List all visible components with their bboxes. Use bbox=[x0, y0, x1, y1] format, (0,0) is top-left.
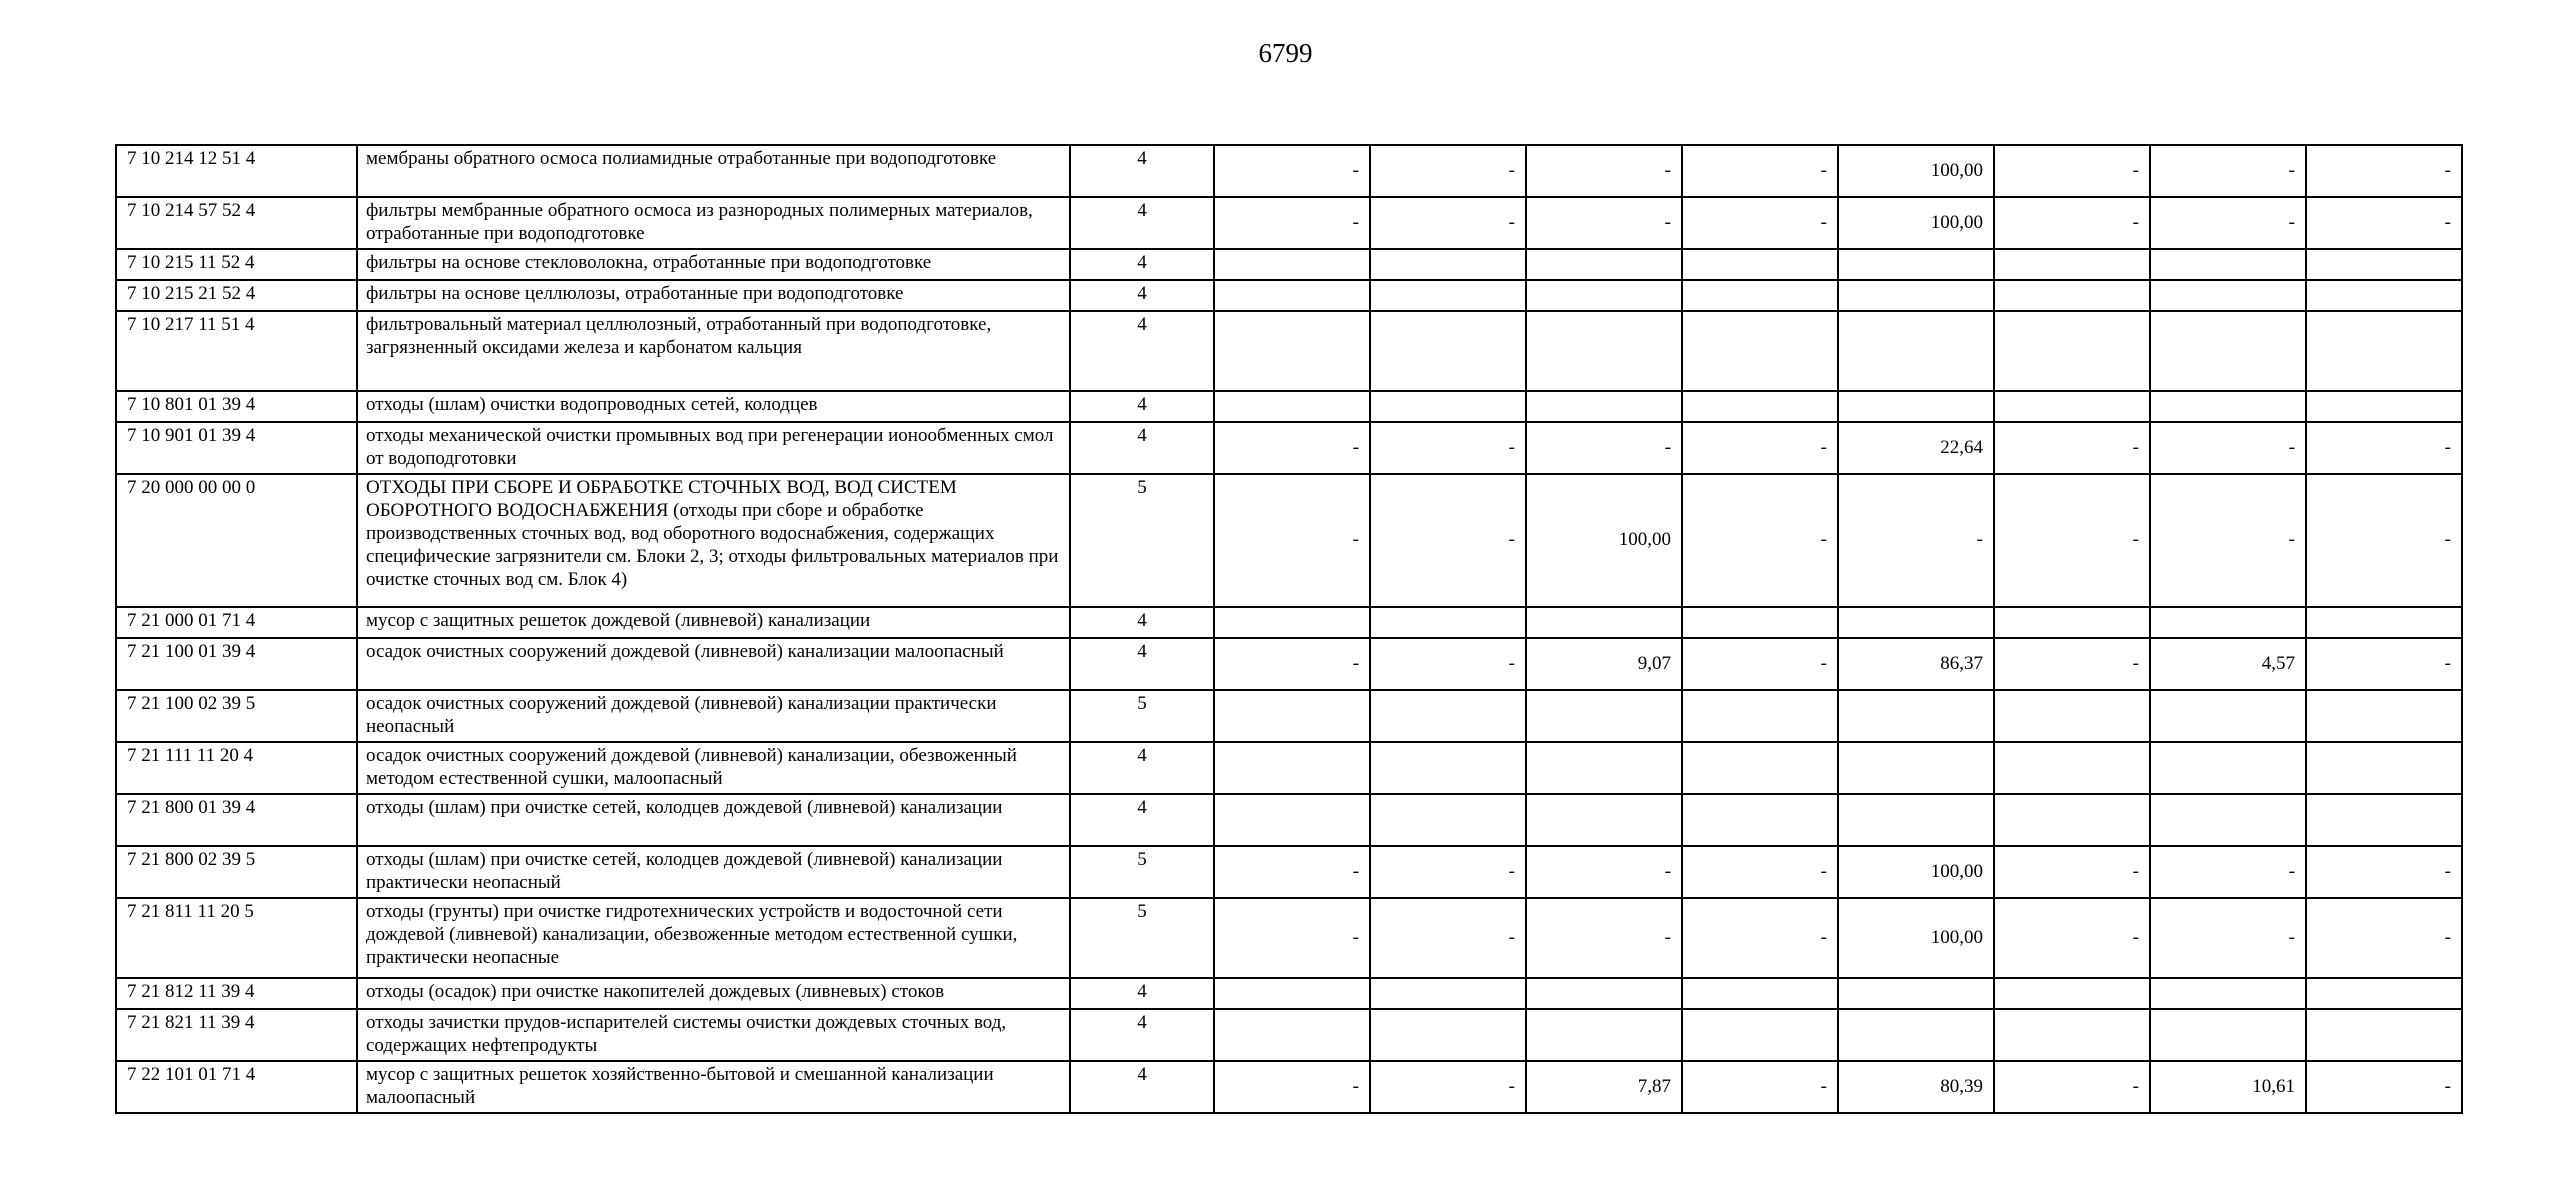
waste-code-cell: 7 10 801 01 39 4 bbox=[116, 391, 357, 422]
hazard-class-cell: 4 bbox=[1070, 422, 1214, 474]
composition-value-cell bbox=[1370, 249, 1526, 280]
composition-value-cell bbox=[1682, 690, 1838, 742]
composition-value-cell bbox=[1994, 690, 2150, 742]
composition-value-cell bbox=[1526, 1009, 1682, 1061]
composition-value-cell bbox=[2150, 690, 2306, 742]
composition-value-cell bbox=[2306, 1009, 2462, 1061]
table-row bbox=[116, 422, 2462, 474]
composition-value-cell bbox=[1682, 280, 1838, 311]
composition-value-cell: - bbox=[2306, 197, 2462, 249]
hazard-class-cell: 4 bbox=[1070, 978, 1214, 1009]
composition-value-cell: - bbox=[1526, 422, 1682, 474]
composition-value-cell bbox=[2306, 280, 2462, 311]
composition-value-cell bbox=[1214, 311, 1370, 391]
composition-value-cell bbox=[1994, 249, 2150, 280]
table-row bbox=[116, 145, 2462, 197]
waste-name-cell: фильтры на основе стекловолокна, отработанные при водоподготовке bbox=[357, 249, 1070, 280]
composition-value-cell: - bbox=[2150, 197, 2306, 249]
composition-value-cell: 22,64 bbox=[1838, 422, 1994, 474]
hazard-class-cell: 4 bbox=[1070, 197, 1214, 249]
composition-value-cell: - bbox=[1526, 197, 1682, 249]
composition-value-cell: 100,00 bbox=[1526, 474, 1682, 607]
waste-name-cell: осадок очистных сооружений дождевой (ливневой) канализации, обезвоженный методом естественной сушки, малоопасный bbox=[357, 742, 1070, 794]
composition-value-cell: - bbox=[1838, 474, 1994, 607]
composition-value-cell bbox=[1994, 607, 2150, 638]
composition-value-cell bbox=[1214, 978, 1370, 1009]
waste-code-cell: 7 10 214 57 52 4 bbox=[116, 197, 357, 249]
composition-value-cell: - bbox=[2150, 474, 2306, 607]
composition-value-cell: - bbox=[1994, 422, 2150, 474]
composition-value-cell: 80,39 bbox=[1838, 1061, 1994, 1113]
composition-value-cell bbox=[2150, 607, 2306, 638]
composition-value-cell: - bbox=[2306, 846, 2462, 898]
composition-value-cell bbox=[2306, 607, 2462, 638]
composition-value-cell: - bbox=[1214, 846, 1370, 898]
composition-value-cell bbox=[1838, 249, 1994, 280]
composition-value-cell bbox=[1526, 391, 1682, 422]
composition-value-cell bbox=[1994, 1009, 2150, 1061]
composition-value-cell: - bbox=[1214, 638, 1370, 690]
composition-value-cell bbox=[1838, 978, 1994, 1009]
composition-value-cell: - bbox=[1370, 474, 1526, 607]
composition-value-cell bbox=[2306, 978, 2462, 1009]
waste-code-cell: 7 21 100 02 39 5 bbox=[116, 690, 357, 742]
composition-value-cell bbox=[1526, 794, 1682, 846]
composition-value-cell: - bbox=[1682, 846, 1838, 898]
composition-value-cell: - bbox=[1214, 197, 1370, 249]
composition-value-cell: - bbox=[2150, 145, 2306, 197]
composition-value-cell: - bbox=[2306, 1061, 2462, 1113]
hazard-class-cell: 5 bbox=[1070, 690, 1214, 742]
composition-value-cell bbox=[2306, 249, 2462, 280]
composition-value-cell: - bbox=[1994, 474, 2150, 607]
composition-value-cell bbox=[1838, 391, 1994, 422]
table-row bbox=[116, 978, 2462, 1009]
waste-code-cell: 7 21 100 01 39 4 bbox=[116, 638, 357, 690]
composition-value-cell: - bbox=[2150, 898, 2306, 978]
composition-value-cell: - bbox=[1994, 846, 2150, 898]
composition-value-cell: 100,00 bbox=[1838, 898, 1994, 978]
composition-value-cell bbox=[1994, 794, 2150, 846]
composition-value-cell bbox=[2306, 742, 2462, 794]
waste-code-cell: 7 21 800 02 39 5 bbox=[116, 846, 357, 898]
composition-value-cell bbox=[1526, 742, 1682, 794]
composition-value-cell bbox=[2150, 391, 2306, 422]
composition-value-cell bbox=[1682, 978, 1838, 1009]
composition-value-cell bbox=[1526, 280, 1682, 311]
composition-value-cell: - bbox=[1682, 197, 1838, 249]
table-row bbox=[116, 638, 2462, 690]
composition-value-cell bbox=[2306, 311, 2462, 391]
waste-name-cell: осадок очистных сооружений дождевой (ливневой) канализации практически неопасный bbox=[357, 690, 1070, 742]
composition-value-cell: - bbox=[1994, 1061, 2150, 1113]
composition-value-cell: - bbox=[1370, 197, 1526, 249]
composition-value-cell bbox=[1838, 311, 1994, 391]
composition-value-cell: - bbox=[1682, 474, 1838, 607]
composition-value-cell bbox=[2150, 1009, 2306, 1061]
hazard-class-cell: 4 bbox=[1070, 1061, 1214, 1113]
waste-name-cell: отходы (осадок) при очистке накопителей дождевых (ливневых) стоков bbox=[357, 978, 1070, 1009]
waste-name-cell: отходы механической очистки промывных вод при регенерации ионообменных смол от водоподготовки bbox=[357, 422, 1070, 474]
composition-value-cell: - bbox=[2306, 422, 2462, 474]
composition-value-cell bbox=[2150, 794, 2306, 846]
composition-value-cell: - bbox=[1370, 638, 1526, 690]
table-row bbox=[116, 898, 2462, 978]
composition-value-cell bbox=[1526, 249, 1682, 280]
composition-value-cell bbox=[1838, 1009, 1994, 1061]
waste-code-cell: 7 10 215 11 52 4 bbox=[116, 249, 357, 280]
composition-value-cell bbox=[1682, 1009, 1838, 1061]
composition-value-cell: - bbox=[1994, 898, 2150, 978]
waste-name-cell: ОТХОДЫ ПРИ СБОРЕ И ОБРАБОТКЕ СТОЧНЫХ ВОД, ВОД СИСТЕМ ОБОРОТНОГО ВОДОСНАБЖЕНИЯ (отходы при сборе и обработке производственных сточных вод, вод оборотного водоснабжения, содержащих специфические загрязнители см. Блоки 2, 3; отходы фильтровальных материалов при очистке сточных вод см. Блок 4) bbox=[357, 474, 1070, 607]
hazard-class-cell: 4 bbox=[1070, 742, 1214, 794]
composition-value-cell: 100,00 bbox=[1838, 197, 1994, 249]
composition-value-cell: - bbox=[1370, 422, 1526, 474]
composition-value-cell bbox=[1994, 391, 2150, 422]
composition-value-cell: 7,87 bbox=[1526, 1061, 1682, 1113]
composition-value-cell: - bbox=[1682, 638, 1838, 690]
composition-value-cell bbox=[1838, 280, 1994, 311]
composition-value-cell bbox=[1682, 742, 1838, 794]
composition-value-cell: - bbox=[1526, 145, 1682, 197]
composition-value-cell bbox=[1214, 280, 1370, 311]
composition-value-cell bbox=[1370, 311, 1526, 391]
composition-value-cell: - bbox=[1526, 846, 1682, 898]
composition-value-cell bbox=[1994, 978, 2150, 1009]
composition-value-cell bbox=[1370, 690, 1526, 742]
composition-value-cell: - bbox=[1214, 422, 1370, 474]
composition-value-cell: 100,00 bbox=[1838, 846, 1994, 898]
composition-value-cell bbox=[1370, 391, 1526, 422]
composition-value-cell bbox=[2150, 311, 2306, 391]
composition-value-cell bbox=[1994, 280, 2150, 311]
composition-value-cell: - bbox=[1682, 1061, 1838, 1113]
hazard-class-cell: 4 bbox=[1070, 607, 1214, 638]
waste-classification-table bbox=[115, 144, 2463, 1114]
waste-code-cell: 7 10 214 12 51 4 bbox=[116, 145, 357, 197]
composition-value-cell: 4,57 bbox=[2150, 638, 2306, 690]
hazard-class-cell: 4 bbox=[1070, 794, 1214, 846]
composition-value-cell bbox=[1682, 794, 1838, 846]
composition-value-cell bbox=[1838, 607, 1994, 638]
composition-value-cell bbox=[1838, 794, 1994, 846]
composition-value-cell bbox=[2150, 280, 2306, 311]
table-row bbox=[116, 391, 2462, 422]
composition-value-cell: - bbox=[2306, 898, 2462, 978]
composition-value-cell bbox=[1682, 311, 1838, 391]
waste-code-cell: 7 10 217 11 51 4 bbox=[116, 311, 357, 391]
composition-value-cell bbox=[1838, 742, 1994, 794]
table-row bbox=[116, 742, 2462, 794]
table-row bbox=[116, 846, 2462, 898]
composition-value-cell bbox=[1994, 742, 2150, 794]
waste-name-cell: отходы (шлам) очистки водопроводных сетей, колодцев bbox=[357, 391, 1070, 422]
composition-value-cell: - bbox=[1994, 638, 2150, 690]
waste-code-cell: 7 20 000 00 00 0 bbox=[116, 474, 357, 607]
waste-name-cell: мембраны обратного осмоса полиамидные отработанные при водоподготовке bbox=[357, 145, 1070, 197]
composition-value-cell bbox=[1526, 690, 1682, 742]
composition-value-cell bbox=[1214, 607, 1370, 638]
waste-name-cell: отходы (грунты) при очистке гидротехнических устройств и водосточной сети дождевой (ливневой) канализации, обезвоженные методом естественной сушки, практически неопасные bbox=[357, 898, 1070, 978]
hazard-class-cell: 4 bbox=[1070, 280, 1214, 311]
composition-value-cell: 9,07 bbox=[1526, 638, 1682, 690]
composition-value-cell bbox=[1370, 794, 1526, 846]
composition-value-cell: 100,00 bbox=[1838, 145, 1994, 197]
composition-value-cell: - bbox=[2306, 145, 2462, 197]
composition-value-cell: 86,37 bbox=[1838, 638, 1994, 690]
hazard-class-cell: 4 bbox=[1070, 311, 1214, 391]
composition-value-cell: - bbox=[2150, 846, 2306, 898]
composition-value-cell: - bbox=[1370, 1061, 1526, 1113]
waste-code-cell: 7 21 800 01 39 4 bbox=[116, 794, 357, 846]
composition-value-cell bbox=[2150, 742, 2306, 794]
waste-code-cell: 7 21 812 11 39 4 bbox=[116, 978, 357, 1009]
hazard-class-cell: 5 bbox=[1070, 846, 1214, 898]
composition-value-cell: - bbox=[1214, 1061, 1370, 1113]
composition-value-cell bbox=[1370, 607, 1526, 638]
composition-value-cell bbox=[1370, 1009, 1526, 1061]
composition-value-cell: - bbox=[1214, 898, 1370, 978]
waste-name-cell: фильтровальный материал целлюлозный, отработанный при водоподготовке, загрязненный оксидами железа и карбонатом кальция bbox=[357, 311, 1070, 391]
composition-value-cell bbox=[1214, 690, 1370, 742]
table-row bbox=[116, 794, 2462, 846]
composition-value-cell: - bbox=[1682, 898, 1838, 978]
composition-value-cell: - bbox=[2306, 474, 2462, 607]
composition-value-cell bbox=[1682, 249, 1838, 280]
composition-value-cell bbox=[1526, 607, 1682, 638]
waste-code-cell: 7 21 821 11 39 4 bbox=[116, 1009, 357, 1061]
hazard-class-cell: 4 bbox=[1070, 391, 1214, 422]
composition-value-cell: - bbox=[1214, 474, 1370, 607]
composition-value-cell: - bbox=[2150, 422, 2306, 474]
composition-value-cell bbox=[2306, 794, 2462, 846]
composition-value-cell: - bbox=[1994, 145, 2150, 197]
composition-value-cell: - bbox=[1682, 145, 1838, 197]
composition-value-cell: - bbox=[1526, 898, 1682, 978]
table-row bbox=[116, 311, 2462, 391]
table-row bbox=[116, 249, 2462, 280]
composition-value-cell: - bbox=[1994, 197, 2150, 249]
composition-value-cell: - bbox=[1370, 898, 1526, 978]
composition-value-cell bbox=[2306, 391, 2462, 422]
waste-name-cell: мусор с защитных решеток хозяйственно-бытовой и смешанной канализации малоопасный bbox=[357, 1061, 1070, 1113]
composition-value-cell: 10,61 bbox=[2150, 1061, 2306, 1113]
composition-value-cell bbox=[1370, 280, 1526, 311]
hazard-class-cell: 5 bbox=[1070, 474, 1214, 607]
composition-value-cell bbox=[1214, 1009, 1370, 1061]
hazard-class-cell: 4 bbox=[1070, 145, 1214, 197]
waste-name-cell: отходы (шлам) при очистке сетей, колодцев дождевой (ливневой) канализации практически неопасный bbox=[357, 846, 1070, 898]
composition-value-cell: - bbox=[1214, 145, 1370, 197]
waste-name-cell: фильтры мембранные обратного осмоса из разнородных полимерных материалов, отработанные при водоподготовке bbox=[357, 197, 1070, 249]
composition-value-cell: - bbox=[1682, 422, 1838, 474]
composition-value-cell bbox=[1214, 249, 1370, 280]
table-row bbox=[116, 1061, 2462, 1113]
hazard-class-cell: 4 bbox=[1070, 1009, 1214, 1061]
composition-value-cell: - bbox=[1370, 145, 1526, 197]
composition-value-cell bbox=[1682, 391, 1838, 422]
waste-name-cell: отходы зачистки прудов-испарителей системы очистки дождевых сточных вод, содержащих нефтепродукты bbox=[357, 1009, 1070, 1061]
waste-code-cell: 7 21 000 01 71 4 bbox=[116, 607, 357, 638]
table-row bbox=[116, 280, 2462, 311]
composition-value-cell bbox=[1214, 794, 1370, 846]
composition-value-cell bbox=[2150, 249, 2306, 280]
composition-value-cell: - bbox=[1370, 846, 1526, 898]
composition-value-cell bbox=[1526, 311, 1682, 391]
table-row bbox=[116, 197, 2462, 249]
waste-code-cell: 7 21 811 11 20 5 bbox=[116, 898, 357, 978]
composition-value-cell bbox=[1682, 607, 1838, 638]
composition-value-cell bbox=[1838, 690, 1994, 742]
composition-value-cell bbox=[1994, 311, 2150, 391]
table-row bbox=[116, 607, 2462, 638]
hazard-class-cell: 4 bbox=[1070, 249, 1214, 280]
hazard-class-cell: 4 bbox=[1070, 638, 1214, 690]
hazard-class-cell: 5 bbox=[1070, 898, 1214, 978]
composition-value-cell bbox=[1370, 978, 1526, 1009]
table-row bbox=[116, 474, 2462, 607]
composition-value-cell bbox=[1526, 978, 1682, 1009]
waste-name-cell: мусор с защитных решеток дождевой (ливневой) канализации bbox=[357, 607, 1070, 638]
composition-value-cell bbox=[2306, 690, 2462, 742]
waste-name-cell: отходы (шлам) при очистке сетей, колодцев дождевой (ливневой) канализации bbox=[357, 794, 1070, 846]
composition-value-cell bbox=[1214, 391, 1370, 422]
table-body bbox=[116, 145, 2462, 1113]
table-row bbox=[116, 690, 2462, 742]
table-row bbox=[116, 1009, 2462, 1061]
waste-code-cell: 7 21 111 11 20 4 bbox=[116, 742, 357, 794]
composition-value-cell bbox=[1214, 742, 1370, 794]
waste-name-cell: фильтры на основе целлюлозы, отработанные при водоподготовке bbox=[357, 280, 1070, 311]
waste-name-cell: осадок очистных сооружений дождевой (ливневой) канализации малоопасный bbox=[357, 638, 1070, 690]
waste-code-cell: 7 22 101 01 71 4 bbox=[116, 1061, 357, 1113]
waste-code-cell: 7 10 215 21 52 4 bbox=[116, 280, 357, 311]
composition-value-cell bbox=[1370, 742, 1526, 794]
composition-value-cell bbox=[2150, 978, 2306, 1009]
composition-value-cell: - bbox=[2306, 638, 2462, 690]
waste-code-cell: 7 10 901 01 39 4 bbox=[116, 422, 357, 474]
page-number: 6799 bbox=[1258, 38, 1313, 68]
